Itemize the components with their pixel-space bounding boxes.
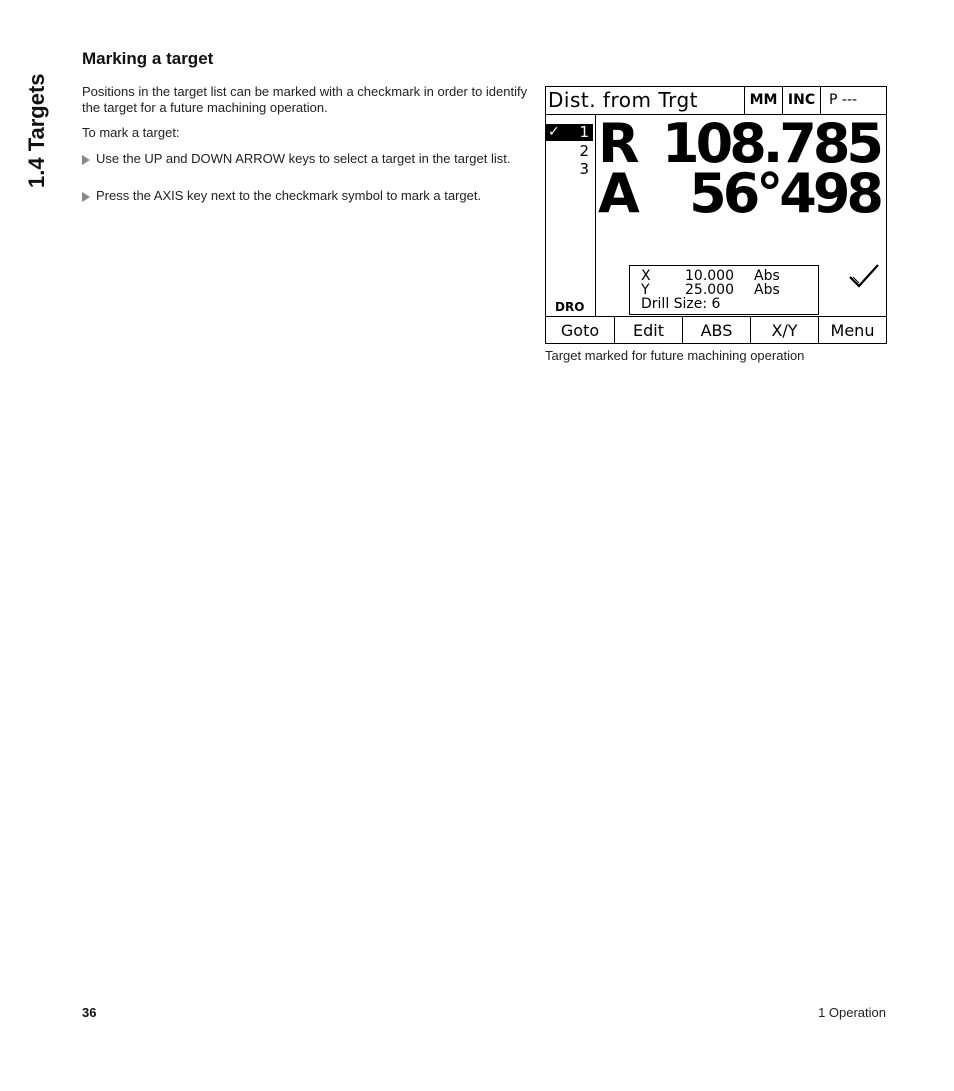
preset-indicator: P ---	[820, 87, 886, 114]
target-number: 2	[579, 142, 589, 160]
softkey-menu[interactable]: Menu	[818, 317, 886, 344]
axis-value-r: 108.785	[662, 112, 880, 175]
dro-label: DRO	[555, 300, 585, 314]
page-number: 36	[82, 1005, 97, 1020]
info-key: Y	[641, 282, 650, 298]
triangle-bullet-icon	[82, 192, 90, 202]
softkey-abs[interactable]: ABS	[682, 317, 750, 344]
info-row-drill	[641, 297, 811, 311]
axis-value-a: 56°498	[689, 162, 880, 225]
dro-screen-figure	[545, 86, 887, 344]
info-value: 10.000	[685, 268, 734, 284]
info-key: Drill Size: 6	[641, 296, 721, 312]
axis-label-a: A	[598, 162, 638, 225]
info-row-x	[641, 269, 811, 283]
screen-header	[546, 87, 886, 115]
target-number: 1	[579, 123, 589, 141]
info-mode: Abs	[754, 282, 780, 298]
softkey-xy[interactable]: X/Y	[750, 317, 818, 344]
instruction-step-text: Use the UP and DOWN ARROW keys to select a target in the target list.	[96, 151, 511, 166]
target-info-box	[629, 265, 819, 315]
side-section-title: 1.4 Targets	[24, 73, 49, 188]
checkmark-icon: ✓	[548, 124, 560, 140]
triangle-bullet-icon	[82, 155, 90, 165]
axis-label-r: R	[598, 112, 638, 175]
softkey-bar	[546, 316, 886, 344]
instruction-step-2	[82, 188, 532, 204]
target-number: 3	[579, 160, 589, 178]
info-row-y	[641, 283, 811, 297]
softkey-goto[interactable]: Goto	[560, 321, 600, 340]
checkmark-icon[interactable]	[848, 263, 880, 289]
instruction-step-1	[82, 151, 532, 167]
target-list-item[interactable]	[546, 143, 593, 160]
chapter-label: 1 Operation	[818, 1005, 886, 1020]
incremental-indicator: INC	[782, 87, 820, 114]
info-mode: Abs	[754, 268, 780, 284]
target-list-item[interactable]	[546, 161, 593, 178]
instruction-step-text: Press the AXIS key next to the checkmark symbol to mark a target.	[96, 188, 482, 203]
target-list	[546, 115, 596, 316]
screen-title: Dist. from Trgt	[548, 88, 699, 112]
info-value: 25.000	[685, 282, 734, 298]
instruction-lead: To mark a target:	[82, 125, 180, 140]
target-list-item[interactable]	[546, 124, 593, 141]
unit-mm-indicator: MM	[744, 87, 782, 114]
softkey-edit[interactable]: Edit	[614, 317, 682, 344]
info-key: X	[641, 268, 651, 284]
figure-caption: Target marked for future machining operation	[545, 348, 805, 363]
section-heading: Marking a target	[82, 49, 214, 68]
intro-paragraph: Positions in the target list can be marked with a checkmark in order to identify the target for a future machining operation.	[82, 84, 528, 115]
